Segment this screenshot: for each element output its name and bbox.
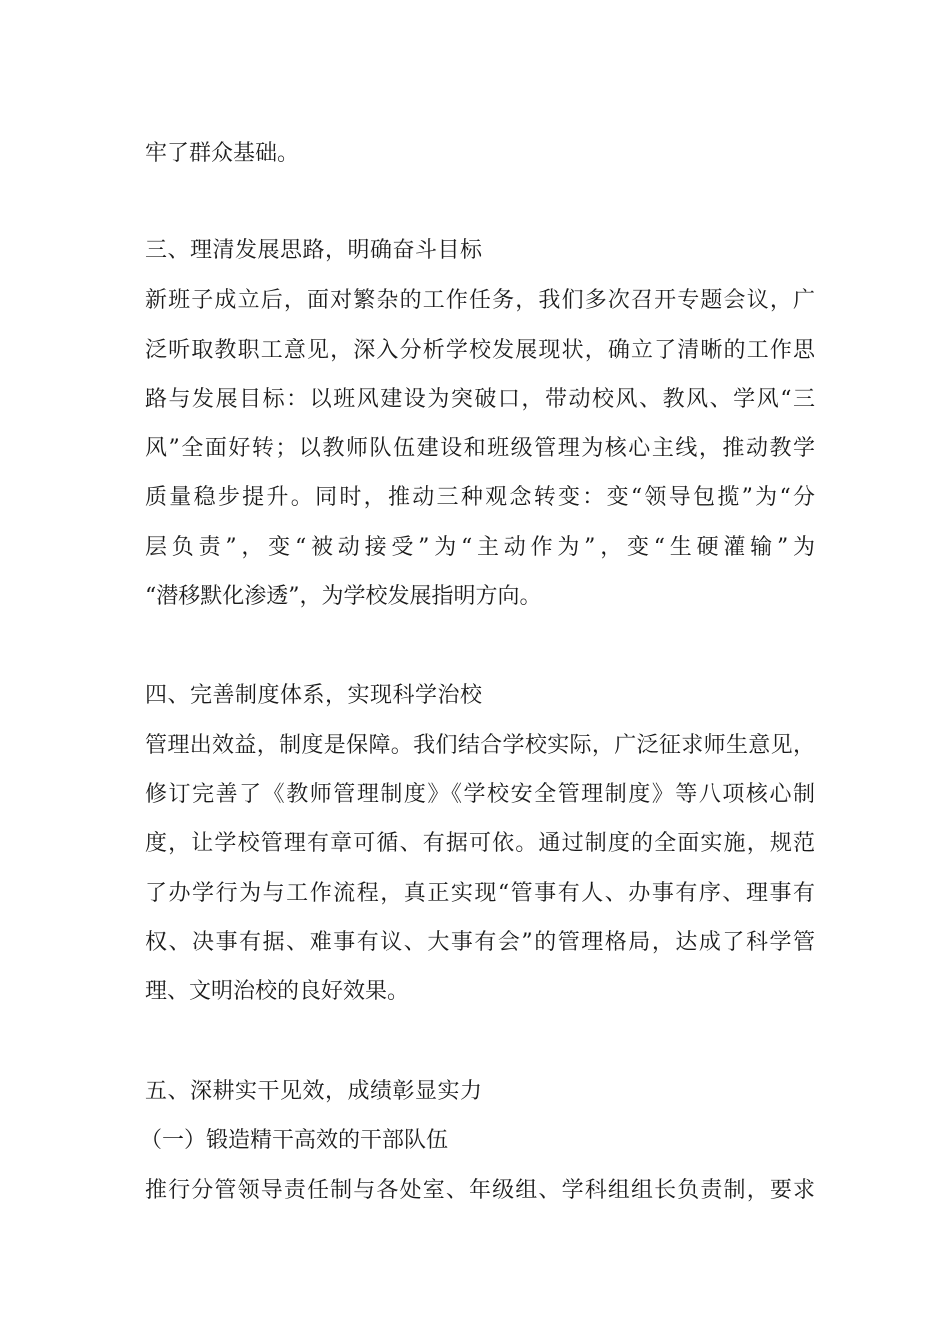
- paragraph-line: 权、决事有据、难事有议、大事有会”的管理格局，达成了科学管: [145, 930, 815, 955]
- paragraph-line: 泛听取教职工意见，深入分析学校发展现状，确立了清晰的工作思: [145, 338, 815, 363]
- paragraph-line: 管理出效益，制度是保障。我们结合学校实际，广泛征求师生意见，: [145, 733, 815, 758]
- paragraph-line: 牢了群众基础。: [145, 141, 300, 166]
- paragraph-line: 路与发展目标：以班风建设为突破口，带动校风、教风、学风“三: [145, 387, 815, 412]
- paragraph-line: 了办学行为与工作流程，真正实现“管事有人、办事有序、理事有: [145, 881, 815, 906]
- paragraph-line: “潜移默化渗透”，为学校发展指明方向。: [145, 584, 542, 609]
- paragraph-line: 推行分管领导责任制与各处室、年级组、学科组组长负责制，要求: [145, 1178, 815, 1203]
- paragraph-line: 修订完善了《教师管理制度》《学校安全管理制度》等八项核心制: [145, 782, 815, 807]
- paragraph-line: 风”全面好转；以教师队伍建设和班级管理为核心主线，推动教学: [145, 436, 815, 461]
- paragraph-line: 层负责”，变“被动接受”为“主动作为”，变“生硬灌输”为: [145, 535, 815, 560]
- section-heading-5: 五、深耕实干见效，成绩彰显实力: [145, 1079, 483, 1104]
- section-heading-4: 四、完善制度体系，实现科学治校: [145, 683, 483, 708]
- paragraph-line: 质量稳步提升。同时，推动三种观念转变：变“领导包揽”为“分: [145, 485, 815, 510]
- paragraph-line: 理、文明治校的良好效果。: [145, 979, 410, 1004]
- section-heading-3: 三、理清发展思路，明确奋斗目标: [145, 238, 483, 263]
- paragraph-line: 新班子成立后，面对繁杂的工作任务，我们多次召开专题会议，广: [145, 288, 815, 313]
- paragraph-line: 度，让学校管理有章可循、有据可依。通过制度的全面实施，规范: [145, 831, 815, 856]
- subsection-heading: （一）锻造精干高效的干部队伍: [140, 1128, 449, 1153]
